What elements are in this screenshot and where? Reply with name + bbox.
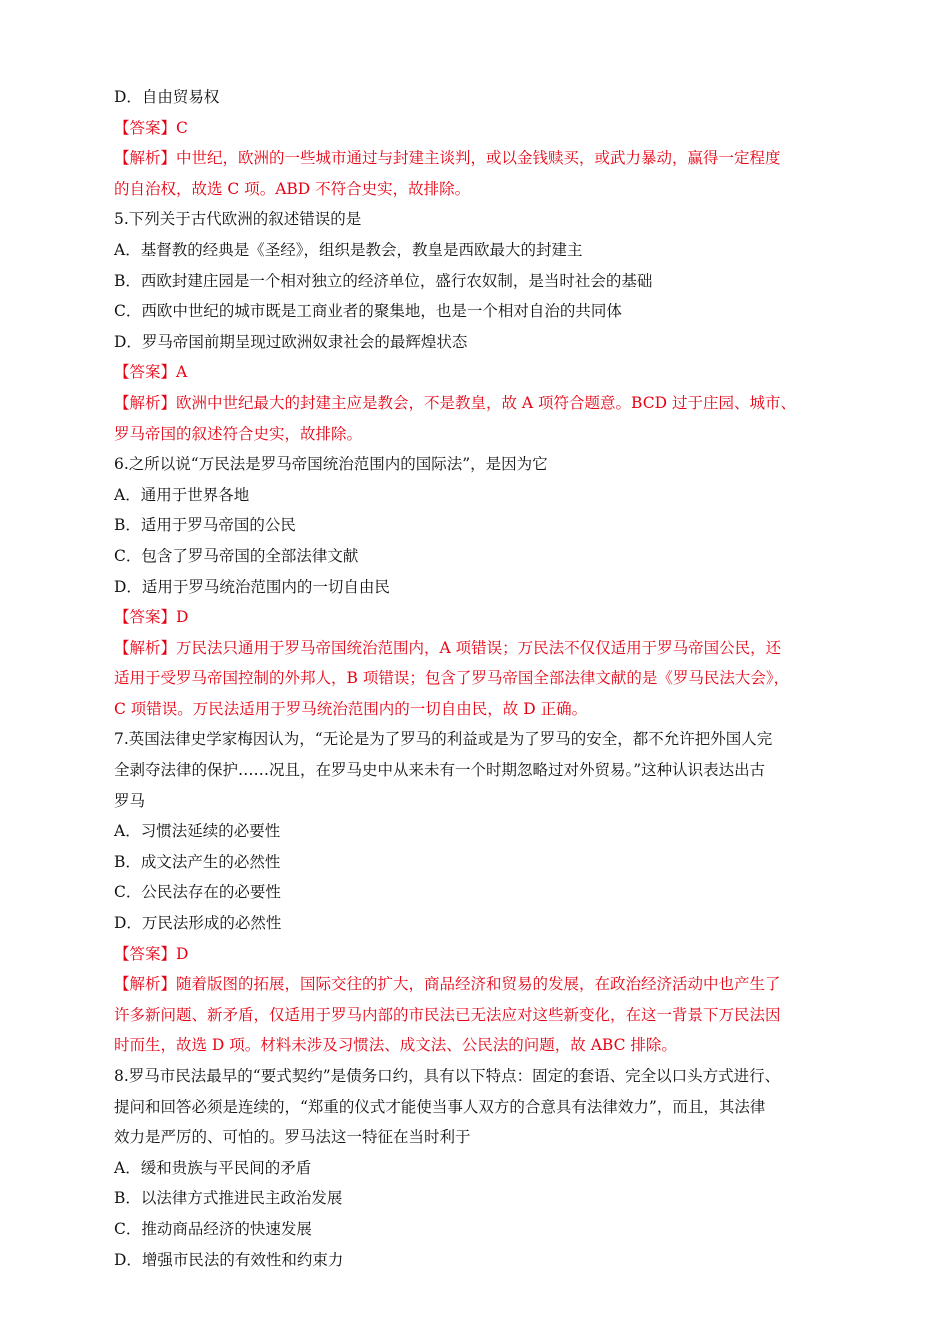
answer-option [114, 82, 844, 113]
text-line: 【答案】D [114, 944, 189, 963]
answer-option [114, 1245, 844, 1276]
answer-line [114, 939, 844, 970]
question-stem [114, 1061, 844, 1153]
text-line: 【答案】A [114, 363, 188, 382]
text-line: 【解析】随着版图的拓展，国际交往的扩大，商品经济和贸易的发展，在政治经济活动中也产生了 [114, 975, 781, 994]
text-line: 时而生，故选 D 项。材料未涉及习惯法、成文法、公民法的问题，故 ABC 排除。 [114, 1036, 677, 1055]
text-line: B．以法律方式推进民主政治发展 [114, 1189, 343, 1208]
answer-option [114, 572, 844, 603]
text-line: 5.下列关于古代欧洲的叙述错误的是 [114, 210, 362, 229]
answer-option [114, 541, 844, 572]
answer-option [114, 510, 844, 541]
text-line: D．罗马帝国前期呈现过欧洲奴隶社会的最辉煌状态 [114, 332, 468, 351]
answer-option [114, 908, 844, 939]
answer-option [114, 877, 844, 908]
text-line: B．成文法产生的必然性 [114, 852, 281, 871]
text-line: 效力是严厉的、可怕的。罗马法这一特征在当时利于 [114, 1128, 471, 1147]
question-stem [114, 204, 844, 235]
analysis-paragraph [114, 969, 844, 1061]
text-line: 【解析】中世纪，欧洲的一些城市通过与封建主谈判，或以金钱赎买，或武力暴动，赢得一定程度 [114, 149, 781, 168]
text-line: A．缓和贵族与平民间的矛盾 [114, 1158, 312, 1177]
text-line: D．万民法形成的必然性 [114, 914, 282, 933]
text-line: C．西欧中世纪的城市既是工商业者的聚集地，也是一个相对自治的共同体 [114, 302, 622, 321]
text-line: C．包含了罗马帝国的全部法律文献 [114, 546, 359, 565]
answer-line [114, 113, 844, 144]
answer-option [114, 327, 844, 358]
text-line: 【解析】万民法只通用于罗马帝国统治范围内，A 项错误；万民法不仅仅适用于罗马帝国公民，还 [114, 638, 782, 657]
question-stem [114, 724, 844, 816]
answer-option [114, 480, 844, 511]
text-line: 【答案】D [114, 608, 189, 627]
question-stem [114, 449, 844, 480]
answer-option [114, 1183, 844, 1214]
analysis-paragraph [114, 143, 844, 204]
text-line: A．通用于世界各地 [114, 485, 250, 504]
text-line: C 项错误。万民法适用于罗马统治范围内的一切自由民，故 D 正确。 [114, 699, 588, 718]
answer-option [114, 847, 844, 878]
text-line: 7.英国法律史学家梅因认为，“无论是为了罗马的利益或是为了罗马的安全，都不允许把外国人完 [114, 730, 773, 749]
text-line: 罗马帝国的叙述符合史实，故排除。 [114, 424, 363, 443]
text-line: C．公民法存在的必要性 [114, 883, 281, 902]
text-line: D．增强市民法的有效性和约束力 [114, 1250, 344, 1269]
answer-line [114, 357, 844, 388]
answer-option [114, 816, 844, 847]
answer-option [114, 1214, 844, 1245]
text-line: B．适用于罗马帝国的公民 [114, 516, 296, 535]
text-line: 全剥夺法律的保护……况且，在罗马史中从来未有一个时期忽略过对外贸易。”这种认识表达出古 [114, 761, 766, 780]
text-line: 的自治权，故选 C 项。ABD 不符合史实，故排除。 [114, 179, 471, 198]
text-line: D．适用于罗马统治范围内的一切自由民 [114, 577, 390, 596]
answer-line [114, 602, 844, 633]
text-line: 【解析】欧洲中世纪最大的封建主应是教会，不是教皇，故 A 项符合题意。BCD 过于庄园、城市、 [114, 393, 796, 412]
document-content [114, 82, 844, 1275]
analysis-paragraph [114, 388, 844, 449]
text-line: A．习惯法延续的必要性 [114, 822, 281, 841]
answer-option [114, 1153, 844, 1184]
text-line: D．自由贸易权 [114, 88, 220, 106]
answer-option [114, 266, 844, 297]
answer-option [114, 235, 844, 266]
text-line: 【答案】C [114, 118, 188, 137]
text-line: 适用于受罗马帝国控制的外邦人，B 项错误；包含了罗马帝国全部法律文献的是《罗马民法大会》， [114, 669, 790, 688]
analysis-paragraph [114, 633, 844, 725]
text-line: 6.之所以说“万民法是罗马帝国统治范围内的国际法”，是因为它 [114, 455, 548, 474]
text-line: 许多新问题、新矛盾，仅适用于罗马内部的市民法已无法应对这些新变化，在这一背景下万民法因 [114, 1005, 781, 1024]
text-line: C．推动商品经济的快速发展 [114, 1219, 312, 1238]
text-line: 8.罗马市民法最早的“要式契约”是债务口约，具有以下特点：固定的套语、完全以口头方式进行、 [114, 1067, 781, 1085]
text-line: 罗马 [114, 791, 146, 810]
text-line: B．西欧封建庄园是一个相对独立的经济单位，盛行农奴制，是当时社会的基础 [114, 271, 653, 290]
text-line: A．基督教的经典是《圣经》，组织是教会，教皇是西欧最大的封建主 [114, 240, 583, 259]
text-line: 提问和回答必须是连续的，“郑重的仪式才能使当事人双方的合意具有法律效力”，而且，其法律 [114, 1097, 766, 1116]
answer-option [114, 296, 844, 327]
